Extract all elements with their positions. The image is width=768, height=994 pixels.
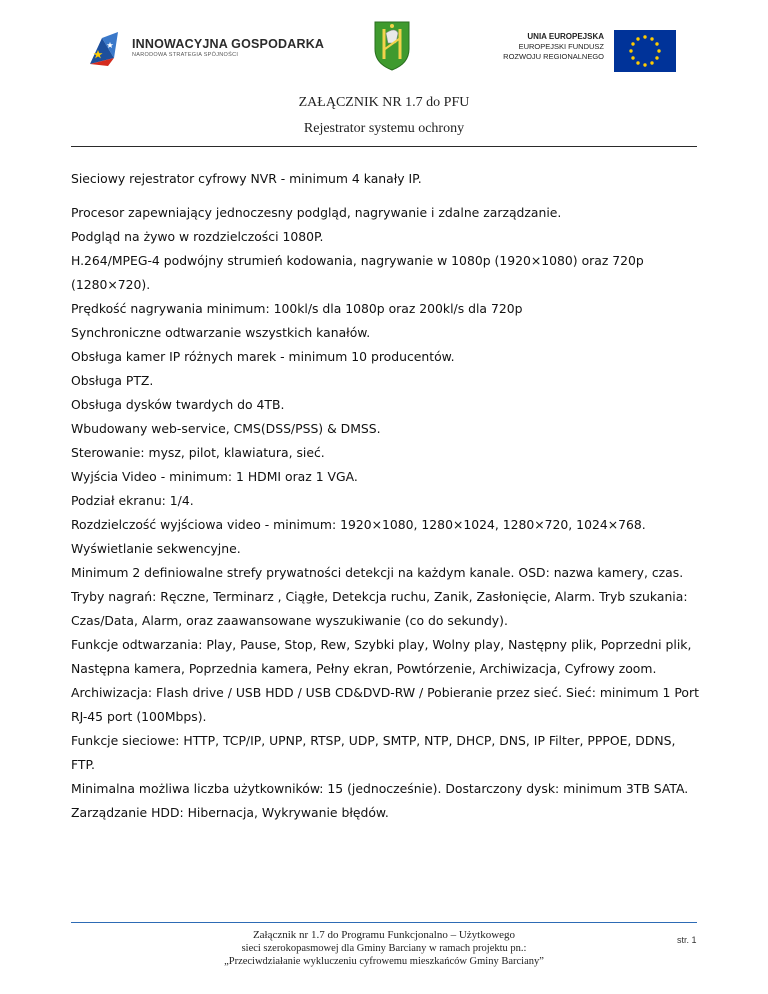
eu-logo — [500, 30, 680, 74]
logo-subtitle: NARODOWA STRATEGIA SPÓJNOŚCI — [132, 52, 239, 58]
header-logos — [0, 14, 768, 74]
document-title-block — [0, 94, 768, 138]
spec-line: FTP. — [71, 757, 95, 772]
spec-line: Czas/Data, Alarm, oraz zaawansowane wyszukiwanie (co do sekundy). — [71, 613, 508, 628]
eu-flag-icon — [614, 30, 676, 72]
eu-logo-text — [503, 32, 604, 62]
spec-line: Wbudowany web-service, CMS(DSS/PSS) & DMSS. — [71, 421, 381, 436]
innovative-economy-logo-icon — [88, 28, 128, 68]
eu-logo-line1: UNIA EUROPEJSKA — [527, 32, 604, 41]
spec-line: Podział ekranu: 1/4. — [71, 493, 194, 508]
innowacyjna-gospodarka-logo — [88, 28, 328, 68]
spec-line: Synchroniczne odtwarzanie wszystkich kanałów. — [71, 325, 371, 340]
footer-line3: „Przeciwdziałanie wykluczeniu cyfrowemu mieszkańców Gminy Barciany” — [224, 956, 544, 967]
spec-line: (1280×720). — [71, 277, 151, 292]
spec-line: H.264/MPEG-4 podwójny strumień kodowania, nagrywanie w 1080p (1920×1080) oraz 720p — [71, 253, 644, 268]
spec-line: Wyświetlanie sekwencyjne. — [71, 541, 241, 556]
title-divider — [71, 146, 697, 147]
document-title: ZAŁĄCZNIK NR 1.7 do PFU — [298, 95, 470, 110]
gmina-crest-icon — [372, 19, 412, 71]
eu-logo-line2: EUROPEJSKI FUNDUSZ — [518, 42, 604, 51]
spec-line: Funkcje sieciowe: HTTP, TCP/IP, UPNP, RTSP, UDP, SMTP, NTP, DHCP, DNS, IP Filter, PPPOE, DDNS, — [71, 733, 676, 748]
spec-line: Tryby nagrań: Ręczne, Terminarz , Ciągłe, Detekcja ruchu, Zanik, Zasłonięcie, Alarm. Tryb szukania: — [71, 589, 688, 604]
page-footer — [0, 929, 768, 968]
spec-line: Funkcje odtwarzania: Play, Pause, Stop, Rew, Szybki play, Wolny play, Następny plik, Poprzedni plik, — [71, 637, 692, 652]
spec-line: Podgląd na żywo w rozdzielczości 1080P. — [71, 229, 324, 244]
spec-line: Minimalna możliwa liczba użytkowników: 15 (jednocześnie). Dostarczony dysk: minimum 3TB SATA. — [71, 781, 689, 796]
spec-line: Następna kamera, Poprzednia kamera, Pełny ekran, Powtórzenie, Archiwizacja, Cyfrowy zoom. — [71, 661, 657, 676]
spec-line: Archiwizacja: Flash drive / USB HDD / USB CD&DVD-RW / Pobieranie przez sieć. Sieć: minimum 1 Port — [71, 685, 699, 700]
eu-logo-line3: ROZWOJU REGIONALNEGO — [503, 52, 604, 61]
spec-line: Prędkość nagrywania minimum: 100kl/s dla 1080p oraz 200kl/s dla 720p — [71, 301, 523, 316]
logo-title: INNOWACYJNA GOSPODARKA — [132, 37, 325, 51]
spec-line: Obsługa PTZ. — [71, 373, 154, 388]
spec-line: Procesor zapewniający jednoczesny podgląd, nagrywanie i zdalne zarządzanie. — [71, 205, 562, 220]
intro-line: Sieciowy rejestrator cyfrowy NVR - minimum 4 kanały IP. — [71, 171, 422, 186]
footer-line2: sieci szerokopasmowej dla Gminy Barciany w ramach projektu pn.: — [241, 943, 527, 954]
document-body — [71, 167, 711, 825]
spec-line: Sterowanie: mysz, pilot, klawiatura, sieć. — [71, 445, 325, 460]
spec-line: Minimum 2 definiowalne strefy prywatności detekcji na każdym kanale. OSD: nazwa kamery, czas. — [71, 565, 684, 580]
footer-line1: Załącznik nr 1.7 do Programu Funkcjonalno – Użytkowego — [252, 929, 516, 941]
spec-line: Obsługa kamer IP różnych marek - minimum 10 producentów. — [71, 349, 455, 364]
spec-line: Zarządzanie HDD: Hibernacja, Wykrywanie błędów. — [71, 805, 389, 820]
spec-line: Rozdzielczość wyjściowa video - minimum: 1920×1080, 1280×1024, 1280×720, 1024×768. — [71, 517, 646, 532]
page-number: str. 1 — [677, 935, 697, 945]
footer-divider — [71, 922, 697, 923]
spec-line: Wyjścia Video - minimum: 1 HDMI oraz 1 VGA. — [71, 469, 358, 484]
spec-line: Obsługa dysków twardych do 4TB. — [71, 397, 285, 412]
spec-line: RJ-45 port (100Mbps). — [71, 709, 207, 724]
document-subtitle: Rejestrator systemu ochrony — [303, 121, 465, 136]
